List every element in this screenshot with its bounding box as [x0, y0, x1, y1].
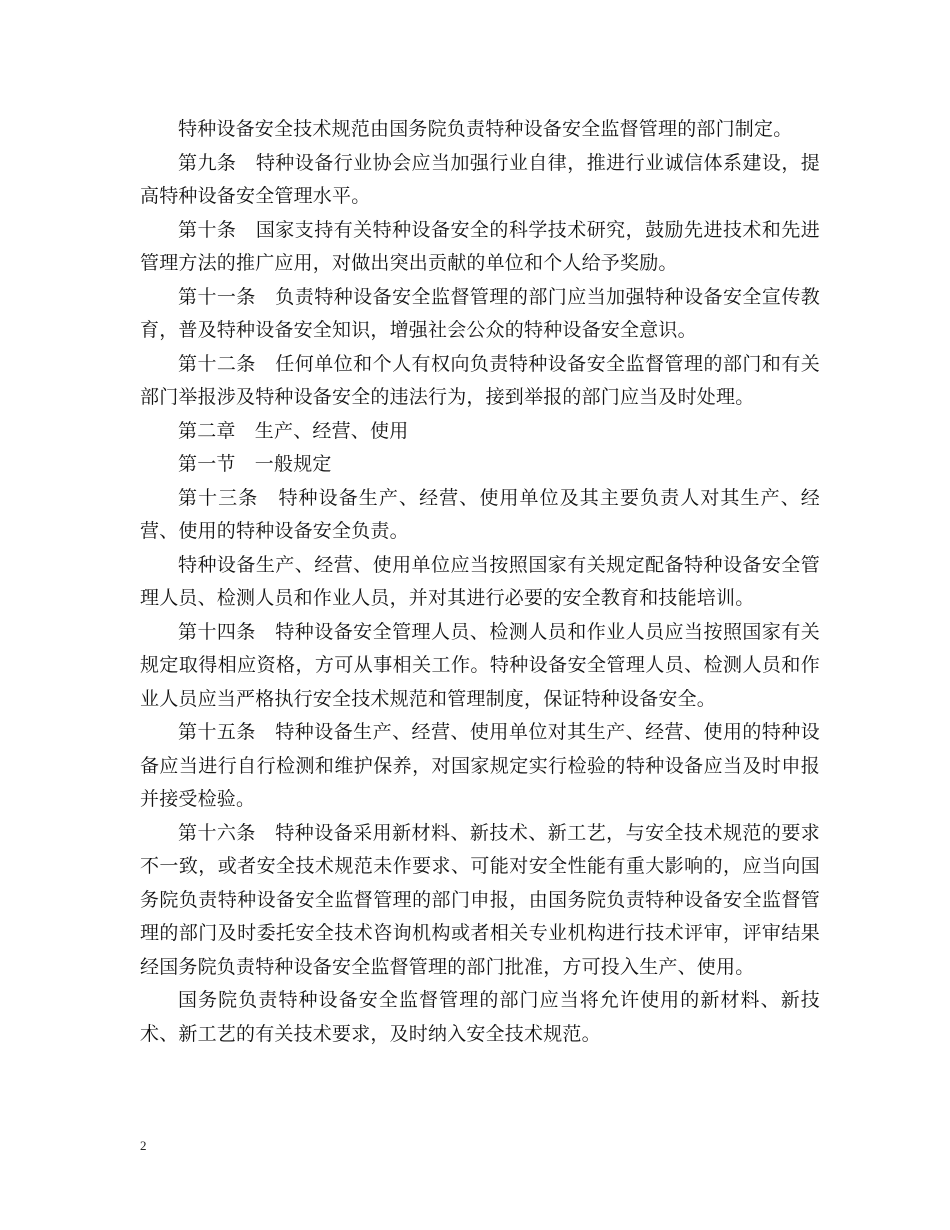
chapter-heading: 第二章 生产、经营、使用 — [178, 419, 409, 442]
paragraph-article-9: 第九条 特种设备行业协会应当加强行业自律，推进行业诚信体系建设，提高特种设备安全管理水平。 — [140, 151, 820, 207]
document-body — [140, 113, 820, 1051]
section-heading: 第一节 一般规定 — [178, 453, 332, 475]
paragraph-article-15: 第十五条 特种设备生产、经营、使用单位对其生产、经营、使用的特种设备应当进行自行检测和维护保养，对国家规定实行检验的特种设备应当及时申报并接受检验。 — [140, 721, 820, 810]
paragraph-article-13: 第十三条 特种设备生产、经营、使用单位及其主要负责人对其生产、经营、使用的特种设备安全负责。 — [140, 486, 820, 542]
paragraph-standards-note: 特种设备安全技术规范由国务院负责特种设备安全监督管理的部门制定。 — [178, 118, 793, 140]
paragraph-article-14: 第十四条 特种设备安全管理人员、检测人员和作业人员应当按照国家有关规定取得相应资格，方可从事相关工作。特种设备安全管理人员、检测人员和作业人员应当严格执行安全技术规范和管理制度，保证特种设备安全。 — [140, 620, 820, 710]
paragraph-article-11: 第十一条 负责特种设备安全监督管理的部门应当加强特种设备安全宣传教育，普及特种设备安全知识，增强社会公众的特种设备安全意识。 — [140, 285, 820, 341]
paragraph-article-16-clause-2: 国务院负责特种设备安全监督管理的部门应当将允许使用的新材料、新技术、新工艺的有关技术要求，及时纳入安全技术规范。 — [140, 989, 820, 1045]
paragraph-article-10: 第十条 国家支持有关特种设备安全的科学技术研究，鼓励先进技术和先进管理方法的推广应用，对做出突出贡献的单位和个人给予奖励。 — [140, 218, 820, 274]
paragraph-article-12: 第十二条 任何单位和个人有权向负责特种设备安全监督管理的部门和有关部门举报涉及特种设备安全的违法行为，接到举报的部门应当及时处理。 — [140, 352, 820, 408]
paragraph-article-16: 第十六条 特种设备采用新材料、新技术、新工艺，与安全技术规范的要求不一致，或者安全技术规范未作要求、可能对安全性能有重大影响的，应当向国务院负责特种设备安全监督管理的部门申报，由国务院负责特种设备安全监督管理的部门及时委托安全技术咨询机构或者相关专业机构进行技术评审，评审结果经国务院负责特种设备安全监督管理的部门批准，方可投入生产、使用。 — [140, 821, 820, 978]
page-number: 2 — [140, 1138, 147, 1153]
paragraph-article-13-clause-2: 特种设备生产、经营、使用单位应当按照国家有关规定配备特种设备安全管理人员、检测人员和作业人员，并对其进行必要的安全教育和技能培训。 — [140, 553, 820, 609]
